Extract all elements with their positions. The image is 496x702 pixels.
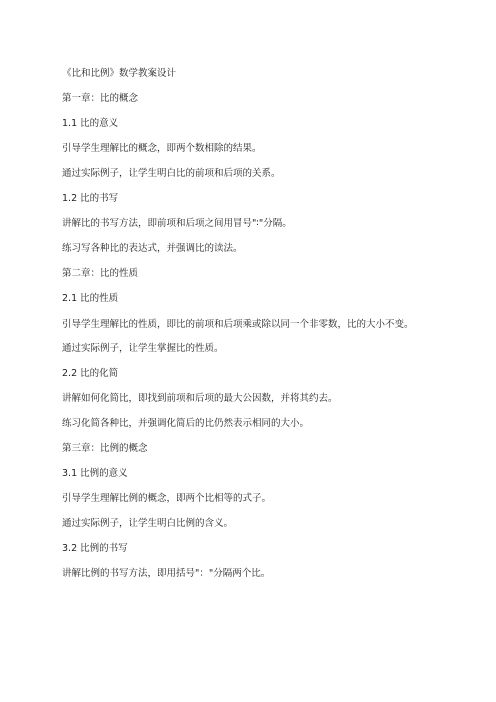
paragraph: 通过实际例子，让学生掌握比的性质。 bbox=[62, 343, 224, 354]
document-content bbox=[62, 67, 434, 592]
paragraph: 练习化简各种比，并强调化简后的比仍然表示相同的大小。 bbox=[62, 418, 310, 429]
paragraph: 引导学生理解比例的概念，即两个比相等的式子。 bbox=[62, 493, 272, 504]
paragraph: 引导学生理解比的性质，即比的前项和后项乘或除以同一个非零数，比的大小不变。 bbox=[62, 319, 414, 330]
section-heading: 2.2 比的化简 bbox=[62, 368, 119, 379]
paragraph: 通过实际例子，让学生明白比的前项和后项的关系。 bbox=[62, 168, 281, 179]
paragraph: 通过实际例子，让学生明白比例的含义。 bbox=[62, 518, 234, 529]
section-heading: 2.1 比的性质 bbox=[62, 293, 119, 304]
chapter-heading: 第三章：比例的概念 bbox=[62, 443, 148, 454]
document-title: 《比和比例》数学教案设计 bbox=[62, 68, 177, 79]
paragraph: 讲解如何化简比，即找到前项和后项的最大公因数，并将其约去。 bbox=[62, 393, 338, 404]
section-heading: 1.2 比的书写 bbox=[62, 193, 119, 204]
paragraph: 练习写各种比的表达式，并强调比的读法。 bbox=[62, 243, 243, 254]
paragraph: 讲解比例的书写方法，即用括号"："分隔两个比。 bbox=[62, 568, 271, 579]
section-heading: 3.1 比例的意义 bbox=[62, 468, 128, 479]
chapter-heading: 第一章：比的概念 bbox=[62, 93, 139, 104]
chapter-heading: 第二章：比的性质 bbox=[62, 268, 139, 279]
section-heading: 3.2 比例的书写 bbox=[62, 543, 128, 554]
section-heading: 1.1 比的意义 bbox=[62, 118, 119, 129]
paragraph: 讲解比的书写方法，即前项和后项之间用冒号"∶"分隔。 bbox=[62, 218, 292, 229]
paragraph: 引导学生理解比的概念，即两个数相除的结果。 bbox=[62, 143, 262, 154]
